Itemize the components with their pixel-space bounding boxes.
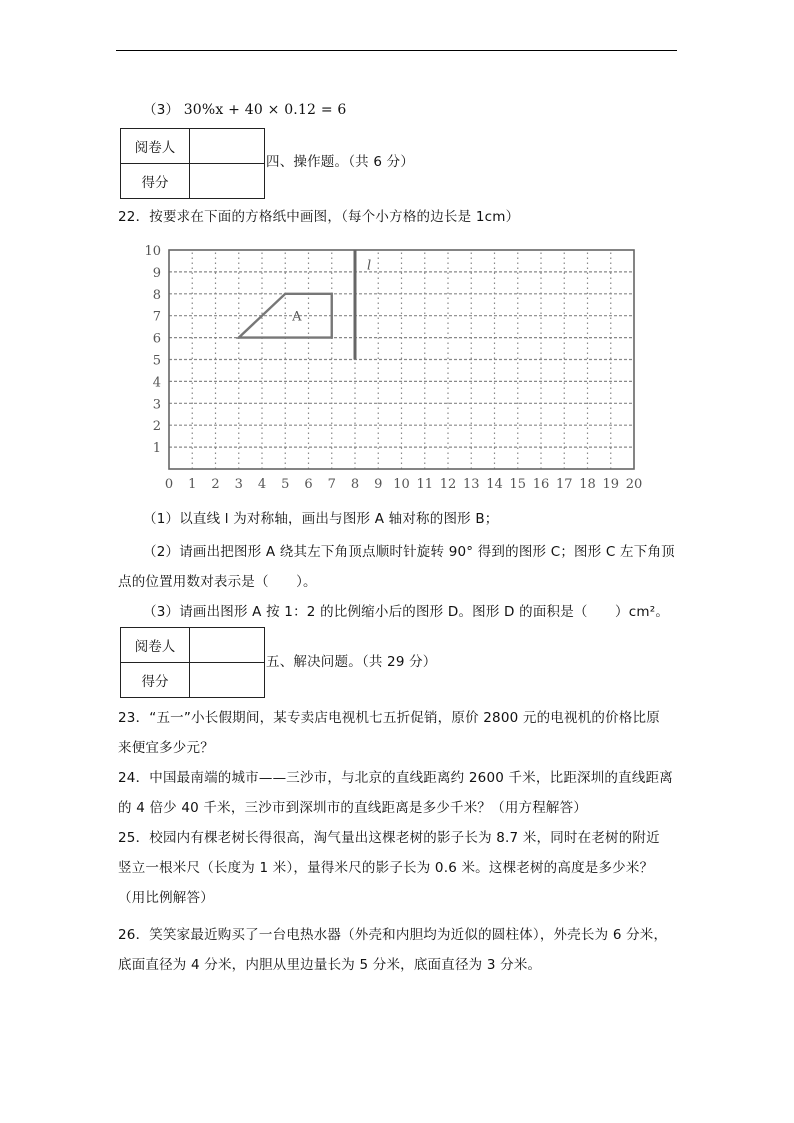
x-tick-label: 13 [462,477,480,492]
x-tick-label: 3 [234,477,243,492]
header-rule [116,50,677,51]
x-tick-label: 10 [393,477,410,492]
q23-line2: 来便宜多少元？ [118,740,214,756]
score-field[interactable] [190,663,265,698]
q22-sub3: （3）请画出图形 A 按 1：2 的比例缩小后的图形 D。图形 D 的面积是（ ）cm²。 [143,604,670,620]
y-tick-label: 4 [152,375,161,391]
score-label: 得分 [121,164,190,199]
q25-line2: 竖立一根米尺（长度为 1 米），量得米尺的影子长为 0.6 米。这棵老树的高度是多少米？ [118,860,654,876]
x-tick-label: 2 [211,477,220,492]
x-tick-label: 1 [188,477,197,492]
reviewer-label: 阅卷人 [121,628,190,663]
q22-sub2-line1: （2）请画出把图形 A 绕其左下角顶点顺时针旋转 90° 得到的图形 C；图形 C 左下角顶 [143,544,675,560]
q22-sub1: （1）以直线 l 为对称轴，画出与图形 A 轴对称的图形 B； [143,511,499,527]
equation-text: 30%x + 40 × 0.12 = 6 [183,102,347,118]
y-tick-label: 10 [144,244,161,259]
x-tick-label: 14 [486,477,503,492]
score-table-section4 [120,128,265,199]
q25-line3: （用比例解答） [118,890,214,906]
shape-label: A [292,309,302,325]
x-tick-label: 0 [164,477,174,492]
y-tick-label: 7 [152,309,161,325]
x-tick-label: 7 [327,477,336,492]
score-field[interactable] [190,164,265,199]
x-tick-label: 5 [281,477,290,492]
x-tick-label: 19 [602,477,620,492]
x-tick-label: 18 [579,477,596,492]
x-tick-label: 4 [257,477,267,492]
x-tick-label: 9 [374,477,383,492]
x-tick-label: 20 [625,477,643,492]
q22-stem: 22．按要求在下面的方格纸中画图，（每个小方格的边长是 1cm） [118,209,520,225]
score-table-section5 [120,627,265,698]
y-tick-label: 5 [152,353,161,369]
q24-line2: 的 4 倍少 40 千米，三沙市到深圳市的直线距离是多少千米？（用方程解答） [118,800,588,816]
x-tick-label: 15 [509,477,527,492]
x-tick-label: 8 [350,477,360,492]
section5-title: 五、解决问题。（共 29 分） [266,654,437,670]
score-label: 得分 [121,663,190,698]
grid-chart [140,235,660,495]
x-tick-label: 17 [555,477,573,492]
y-tick-label: 1 [152,441,161,457]
line-label: l [367,258,372,274]
q22-sub2-line2: 点的位置用数对表示是（ ）。 [118,574,317,590]
x-tick-label: 16 [532,477,550,492]
y-tick-label: 8 [152,287,161,303]
grid-paper [140,235,660,495]
q26-line1: 26．笑笑家最近购买了一台电热水器（外壳和内胆均为近似的圆柱体），外壳长为 6 分米， [118,927,668,943]
q26-line2: 底面直径为 4 分米，内胆从里边量长为 5 分米，底面直径为 3 分米。 [118,957,542,973]
y-tick-label: 3 [152,397,161,413]
equation-3 [143,101,347,119]
y-tick-label: 2 [152,419,161,435]
q25-line1: 25．校园内有棵老树长得很高，淘气量出这棵老树的影子长为 8.7 米，同时在老树的附近 [118,830,660,846]
reviewer-field[interactable] [190,129,265,164]
equation-label: （3） [143,102,180,118]
y-tick-label: 6 [152,331,161,347]
section4-title: 四、操作题。（共 6 分） [266,154,415,170]
x-tick-label: 6 [304,477,313,492]
q23-line1: 23．“五一”小长假期间，某专卖店电视机七五折促销，原价 2800 元的电视机的价格比原 [118,710,660,726]
y-tick-label: 9 [152,265,161,281]
reviewer-field[interactable] [190,628,265,663]
q24-line1: 24．中国最南端的城市——三沙市，与北京的直线距离约 2600 千米，比距深圳的直线距离 [118,770,673,786]
reviewer-label: 阅卷人 [121,129,190,164]
x-tick-label: 12 [439,477,457,492]
x-tick-label: 11 [416,477,434,492]
